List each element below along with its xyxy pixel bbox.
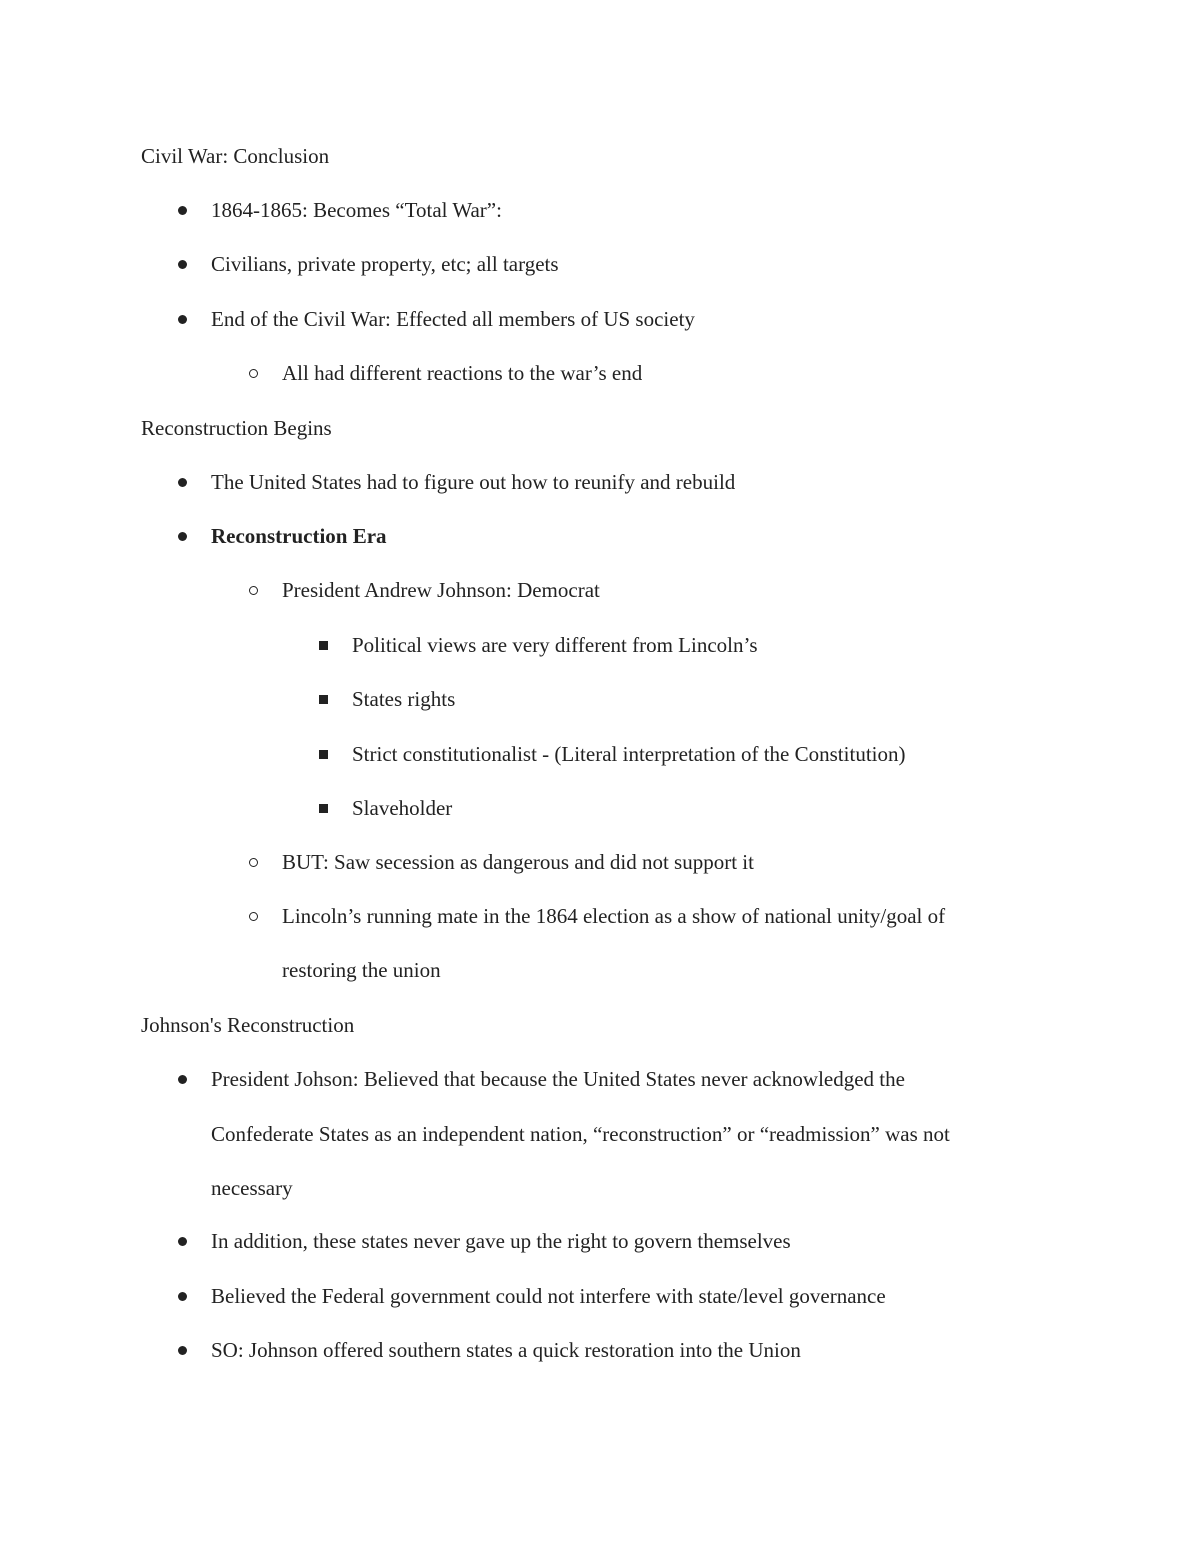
list-item: SO: Johnson offered southern states a quick restoration into the Union — [211, 1338, 801, 1362]
list-item: Lincoln’s running mate in the 1864 election as a show of national unity/goal of — [282, 904, 946, 928]
section-heading: Civil War: Conclusion — [141, 144, 330, 168]
bullet-disc-icon — [178, 315, 187, 324]
section-heading: Johnson's Reconstruction — [141, 1013, 355, 1037]
list-item: All had different reactions to the war’s end — [282, 361, 643, 385]
list-item-continuation: Confederate States as an independent nation, “reconstruction” or “readmission” was not — [211, 1122, 950, 1146]
list-item-continuation: restoring the union — [282, 958, 441, 982]
bullet-circle-icon — [249, 586, 258, 595]
list-item: Believed the Federal government could not interfere with state/level governance — [211, 1284, 886, 1308]
list-item: 1864-1865: Becomes “Total War”: — [211, 198, 502, 222]
bullet-circle-icon — [249, 858, 258, 867]
list-item-continuation: necessary — [211, 1176, 293, 1200]
section-heading: Reconstruction Begins — [141, 416, 332, 440]
list-item: Reconstruction Era — [211, 524, 387, 548]
bullet-circle-icon — [249, 369, 258, 378]
list-item: The United States had to figure out how to reunify and rebuild — [211, 470, 736, 494]
list-item: In addition, these states never gave up the right to govern themselves — [211, 1229, 791, 1253]
bullet-circle-icon — [249, 912, 258, 921]
bullet-disc-icon — [178, 1346, 187, 1355]
list-item: Strict constitutionalist - (Literal interpretation of the Constitution) — [352, 742, 906, 766]
list-item: States rights — [352, 687, 456, 711]
bullet-disc-icon — [178, 1292, 187, 1301]
bullet-disc-icon — [178, 1237, 187, 1246]
bullet-square-icon — [319, 804, 328, 813]
list-item: President Johson: Believed that because the United States never acknowledged the — [211, 1067, 905, 1091]
bullet-disc-icon — [178, 206, 187, 215]
list-item: Civilians, private property, etc; all targets — [211, 252, 559, 276]
bullet-disc-icon — [178, 260, 187, 269]
list-item: Political views are very different from Lincoln’s — [352, 633, 758, 657]
list-item: Slaveholder — [352, 796, 453, 820]
bullet-disc-icon — [178, 532, 187, 541]
list-item: BUT: Saw secession as dangerous and did not support it — [282, 850, 754, 874]
bullet-disc-icon — [178, 1075, 187, 1084]
bullet-disc-icon — [178, 478, 187, 487]
bullet-square-icon — [319, 641, 328, 650]
list-item: President Andrew Johnson: Democrat — [282, 578, 600, 602]
bullet-square-icon — [319, 750, 328, 759]
list-item: End of the Civil War: Effected all members of US society — [211, 307, 695, 331]
bullet-square-icon — [319, 695, 328, 704]
